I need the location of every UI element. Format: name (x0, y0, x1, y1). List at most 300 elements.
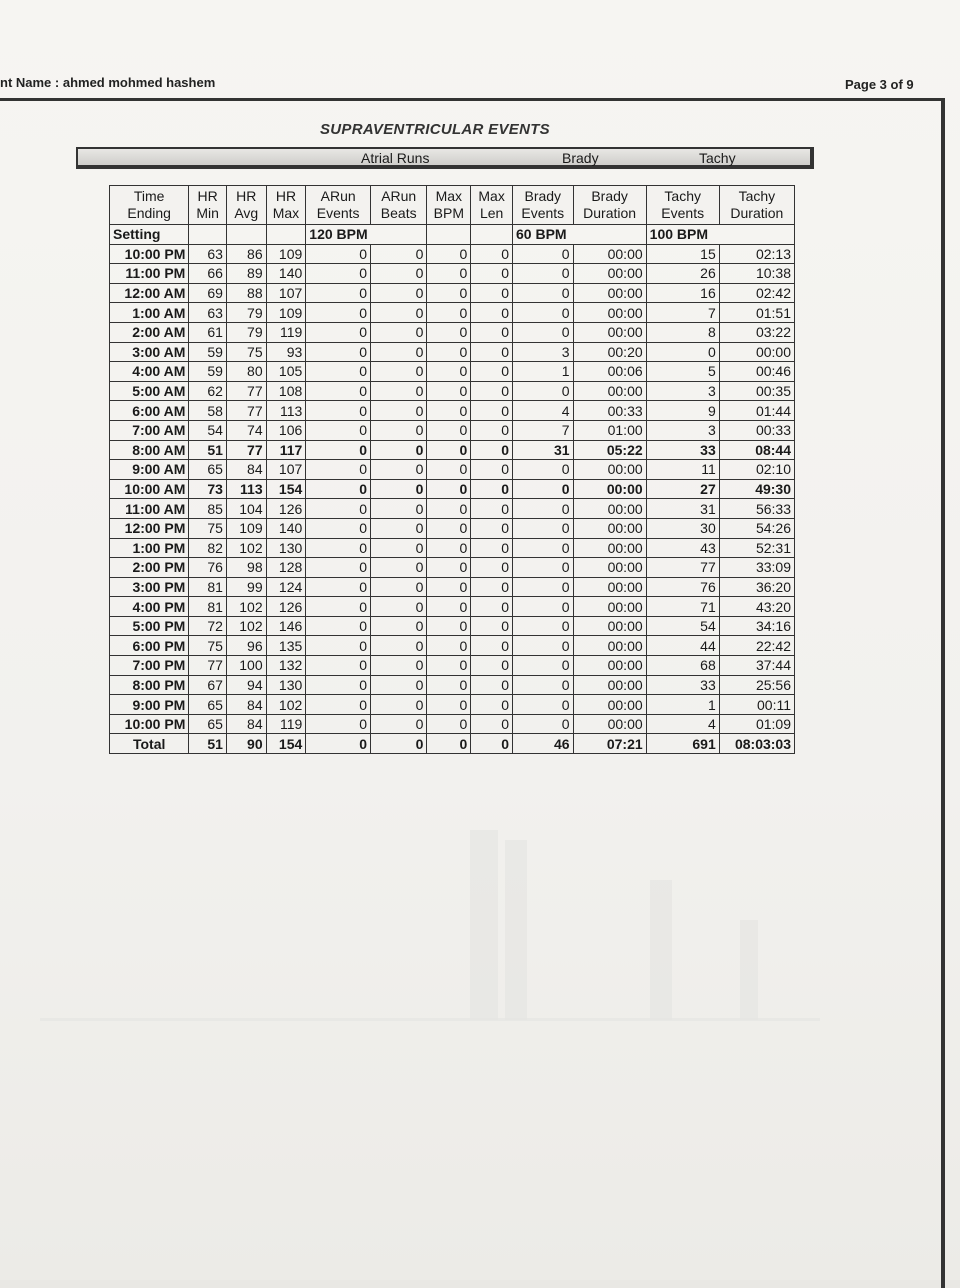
value-cell: 0 (471, 577, 513, 597)
column-header-line: Max (435, 188, 463, 204)
value-cell: 0 (513, 616, 574, 636)
time-cell: 8:00 AM (110, 440, 189, 460)
value-cell: 9 (646, 401, 719, 421)
value-cell: 0 (306, 381, 371, 401)
value-cell: 00:00 (573, 636, 646, 656)
value-cell: 130 (266, 675, 306, 695)
value-cell: 132 (266, 656, 306, 676)
value-cell: 0 (513, 303, 574, 323)
value-cell: 0 (306, 636, 371, 656)
value-cell: 65 (189, 695, 227, 715)
value-cell: 08:44 (719, 440, 794, 460)
value-cell: 0 (471, 460, 513, 480)
value-cell: 0 (371, 675, 427, 695)
column-header-line: HR (275, 188, 297, 204)
value-cell: 0 (427, 695, 471, 715)
value-cell: 119 (266, 714, 306, 734)
value-cell: 0 (371, 460, 427, 480)
value-cell: 25:56 (719, 675, 794, 695)
value-cell: 0 (371, 440, 427, 460)
column-header (306, 186, 371, 225)
value-cell: 0 (371, 401, 427, 421)
value-cell: 0 (306, 401, 371, 421)
value-cell: 54:26 (719, 518, 794, 538)
column-header (266, 186, 306, 225)
value-cell: 0 (513, 264, 574, 284)
value-cell: 84 (226, 714, 266, 734)
value-cell: 76 (189, 558, 227, 578)
value-cell: 0 (427, 577, 471, 597)
value-cell: 0 (427, 362, 471, 382)
value-cell: 10:38 (719, 264, 794, 284)
value-cell: 0 (513, 695, 574, 715)
value-cell: 0 (471, 420, 513, 440)
table-row (110, 636, 795, 656)
value-cell: 0 (471, 675, 513, 695)
time-cell: 12:00 PM (110, 518, 189, 538)
value-cell: 102 (226, 597, 266, 617)
column-header-line: Len (479, 205, 504, 221)
value-cell: 140 (266, 518, 306, 538)
value-cell: 49:30 (719, 479, 794, 499)
value-cell: 0 (471, 303, 513, 323)
value-cell: 30 (646, 518, 719, 538)
value-cell: 75 (226, 342, 266, 362)
group-tachy: Tachy (699, 150, 736, 166)
value-cell: 73 (189, 479, 227, 499)
value-cell: 52:31 (719, 538, 794, 558)
value-cell: 01:09 (719, 714, 794, 734)
table-row (110, 499, 795, 519)
setting-label: Setting (110, 225, 189, 245)
value-cell: 0 (306, 518, 371, 538)
value-cell: 119 (266, 322, 306, 342)
value-cell: 01:51 (719, 303, 794, 323)
value-cell: 124 (266, 577, 306, 597)
value-cell: 0 (513, 558, 574, 578)
value-cell: 154 (266, 479, 306, 499)
value-cell: 7 (646, 303, 719, 323)
value-cell: 05:22 (573, 440, 646, 460)
value-cell: 34:16 (719, 616, 794, 636)
value-cell: 0 (513, 460, 574, 480)
value-cell: 0 (306, 362, 371, 382)
value-cell: 00:00 (573, 558, 646, 578)
value-cell: 02:10 (719, 460, 794, 480)
value-cell: 4 (646, 714, 719, 734)
value-cell: 0 (471, 381, 513, 401)
group-atrial-runs: Atrial Runs (361, 150, 430, 166)
value-cell: 0 (471, 499, 513, 519)
value-cell: 76 (646, 577, 719, 597)
value-cell: 01:00 (573, 420, 646, 440)
value-cell: 51 (189, 440, 227, 460)
value-cell: 37:44 (719, 656, 794, 676)
value-cell: 54 (189, 420, 227, 440)
bleed-through-bar (505, 840, 527, 1020)
value-cell: 00:00 (573, 695, 646, 715)
setting-row (110, 225, 795, 245)
value-cell: 107 (266, 460, 306, 480)
value-cell: 59 (189, 362, 227, 382)
value-cell: 0 (427, 616, 471, 636)
table-row (110, 303, 795, 323)
value-cell: 33 (646, 675, 719, 695)
value-cell: 0 (471, 440, 513, 460)
value-cell: 0 (306, 479, 371, 499)
column-header (471, 186, 513, 225)
table-row (110, 577, 795, 597)
value-cell: 0 (513, 479, 574, 499)
table-row (110, 401, 795, 421)
value-cell: 1 (513, 362, 574, 382)
value-cell: 96 (226, 636, 266, 656)
value-cell: 00:00 (573, 714, 646, 734)
value-cell: 130 (266, 538, 306, 558)
time-cell: 3:00 AM (110, 342, 189, 362)
value-cell: 0 (471, 401, 513, 421)
value-cell: 75 (189, 518, 227, 538)
value-cell: 00:00 (573, 597, 646, 617)
value-cell: 65 (189, 714, 227, 734)
table-row (110, 675, 795, 695)
value-cell: 7 (513, 420, 574, 440)
value-cell: 11 (646, 460, 719, 480)
value-cell: 126 (266, 597, 306, 617)
time-cell: Total (110, 734, 189, 754)
value-cell: 107 (266, 283, 306, 303)
column-header-line: Time (133, 188, 165, 204)
table-row (110, 381, 795, 401)
time-cell: 2:00 PM (110, 558, 189, 578)
value-cell: 69 (189, 283, 227, 303)
table-row (110, 656, 795, 676)
column-header (513, 186, 574, 225)
value-cell: 0 (513, 244, 574, 264)
value-cell: 07:21 (573, 734, 646, 754)
time-cell: 9:00 PM (110, 695, 189, 715)
setting-cell (226, 225, 266, 245)
value-cell: 88 (226, 283, 266, 303)
value-cell: 65 (189, 460, 227, 480)
value-cell: 0 (471, 264, 513, 284)
value-cell: 0 (371, 342, 427, 362)
value-cell: 00:00 (573, 303, 646, 323)
value-cell: 43 (646, 538, 719, 558)
total-row (110, 734, 795, 754)
time-cell: 6:00 AM (110, 401, 189, 421)
setting-cell (266, 225, 306, 245)
value-cell: 0 (427, 244, 471, 264)
value-cell: 16 (646, 283, 719, 303)
value-cell: 15 (646, 244, 719, 264)
value-cell: 56:33 (719, 499, 794, 519)
value-cell: 61 (189, 322, 227, 342)
setting-brady: 60 BPM (513, 225, 647, 245)
column-header-line: Duration (583, 205, 637, 221)
time-cell: 9:00 AM (110, 460, 189, 480)
time-cell: 4:00 AM (110, 362, 189, 382)
value-cell: 106 (266, 420, 306, 440)
value-cell: 0 (306, 440, 371, 460)
value-cell: 00:00 (573, 283, 646, 303)
value-cell: 00:00 (573, 577, 646, 597)
time-cell: 11:00 PM (110, 264, 189, 284)
column-header-line: Tachy (738, 188, 776, 204)
value-cell: 0 (427, 675, 471, 695)
value-cell: 126 (266, 499, 306, 519)
value-cell: 0 (513, 597, 574, 617)
value-cell: 128 (266, 558, 306, 578)
column-header (646, 186, 719, 225)
value-cell: 51 (189, 734, 227, 754)
value-cell: 01:44 (719, 401, 794, 421)
value-cell: 5 (646, 362, 719, 382)
value-cell: 109 (266, 244, 306, 264)
value-cell: 0 (427, 734, 471, 754)
time-cell: 3:00 PM (110, 577, 189, 597)
time-cell: 7:00 AM (110, 420, 189, 440)
value-cell: 113 (266, 401, 306, 421)
column-header-line: ARun (381, 188, 417, 204)
value-cell: 0 (306, 734, 371, 754)
column-header (110, 186, 189, 225)
bleed-through-axis (40, 1018, 820, 1021)
column-header-line: Beats (380, 205, 417, 221)
column-header-line: Tachy (664, 188, 701, 204)
value-cell: 00:00 (719, 342, 794, 362)
value-cell: 0 (513, 322, 574, 342)
table-row (110, 558, 795, 578)
value-cell: 31 (513, 440, 574, 460)
column-header-line: ARun (320, 188, 356, 204)
value-cell: 0 (371, 656, 427, 676)
value-cell: 0 (513, 675, 574, 695)
value-cell: 8 (646, 322, 719, 342)
value-cell: 00:00 (573, 538, 646, 558)
value-cell: 99 (226, 577, 266, 597)
value-cell: 0 (371, 558, 427, 578)
value-cell: 00:11 (719, 695, 794, 715)
value-cell: 0 (471, 597, 513, 617)
value-cell: 0 (427, 499, 471, 519)
time-cell: 7:00 PM (110, 656, 189, 676)
value-cell: 4 (513, 401, 574, 421)
column-header (371, 186, 427, 225)
value-cell: 102 (226, 538, 266, 558)
group-brady: Brady (562, 150, 599, 166)
value-cell: 0 (371, 518, 427, 538)
value-cell: 0 (306, 460, 371, 480)
value-cell: 0 (371, 244, 427, 264)
value-cell: 08:03:03 (719, 734, 794, 754)
value-cell: 3 (646, 381, 719, 401)
column-header-line: Min (196, 205, 219, 221)
time-cell: 4:00 PM (110, 597, 189, 617)
value-cell: 00:33 (573, 401, 646, 421)
value-cell: 0 (513, 636, 574, 656)
value-cell: 0 (306, 342, 371, 362)
value-cell: 89 (226, 264, 266, 284)
table-row (110, 362, 795, 382)
value-cell: 0 (306, 322, 371, 342)
value-cell: 0 (371, 499, 427, 519)
column-header-line: Avg (234, 205, 259, 221)
setting-arun: 120 BPM (306, 225, 427, 245)
value-cell: 0 (513, 656, 574, 676)
value-cell: 44 (646, 636, 719, 656)
value-cell: 0 (371, 695, 427, 715)
value-cell: 0 (427, 656, 471, 676)
value-cell: 84 (226, 695, 266, 715)
value-cell: 0 (471, 244, 513, 264)
value-cell: 33 (646, 440, 719, 460)
column-header-line: Duration (730, 205, 784, 221)
value-cell: 0 (471, 342, 513, 362)
column-header-line: Max (272, 205, 300, 221)
value-cell: 104 (226, 499, 266, 519)
value-cell: 00:20 (573, 342, 646, 362)
value-cell: 0 (427, 597, 471, 617)
value-cell: 00:00 (573, 656, 646, 676)
value-cell: 00:00 (573, 479, 646, 499)
value-cell: 0 (471, 636, 513, 656)
value-cell: 108 (266, 381, 306, 401)
value-cell: 00:00 (573, 675, 646, 695)
value-cell: 0 (371, 381, 427, 401)
value-cell: 0 (471, 734, 513, 754)
value-cell: 100 (226, 656, 266, 676)
value-cell: 0 (306, 714, 371, 734)
value-cell: 0 (371, 303, 427, 323)
value-cell: 0 (513, 283, 574, 303)
value-cell: 0 (427, 401, 471, 421)
time-cell: 1:00 PM (110, 538, 189, 558)
value-cell: 0 (513, 499, 574, 519)
value-cell: 0 (471, 362, 513, 382)
value-cell: 0 (306, 538, 371, 558)
value-cell: 00:35 (719, 381, 794, 401)
value-cell: 00:00 (573, 244, 646, 264)
supraventricular-events-table (109, 185, 795, 754)
page-number: Page 3 of 9 (845, 77, 914, 92)
value-cell: 00:00 (573, 381, 646, 401)
value-cell: 58 (189, 401, 227, 421)
value-cell: 0 (427, 538, 471, 558)
time-cell: 11:00 AM (110, 499, 189, 519)
time-cell: 12:00 AM (110, 283, 189, 303)
value-cell: 75 (189, 636, 227, 656)
value-cell: 03:22 (719, 322, 794, 342)
value-cell: 0 (513, 518, 574, 538)
value-cell: 0 (427, 479, 471, 499)
value-cell: 0 (471, 714, 513, 734)
value-cell: 0 (427, 558, 471, 578)
value-cell: 0 (471, 616, 513, 636)
value-cell: 63 (189, 303, 227, 323)
value-cell: 0 (371, 714, 427, 734)
value-cell: 63 (189, 244, 227, 264)
value-cell: 22:42 (719, 636, 794, 656)
column-header-line: Max (478, 188, 505, 204)
value-cell: 46 (513, 734, 574, 754)
column-header-line: Ending (127, 205, 171, 221)
value-cell: 0 (471, 558, 513, 578)
time-cell: 1:00 AM (110, 303, 189, 323)
value-cell: 81 (189, 597, 227, 617)
time-cell: 8:00 PM (110, 675, 189, 695)
table-row (110, 479, 795, 499)
column-header (719, 186, 794, 225)
column-group-bar (76, 147, 814, 169)
value-cell: 54 (646, 616, 719, 636)
value-cell: 109 (226, 518, 266, 538)
value-cell: 3 (513, 342, 574, 362)
value-cell: 102 (226, 616, 266, 636)
value-cell: 93 (266, 342, 306, 362)
value-cell: 00:00 (573, 264, 646, 284)
setting-cell (189, 225, 227, 245)
table-row (110, 695, 795, 715)
value-cell: 0 (427, 420, 471, 440)
column-header-line: HR (197, 188, 218, 204)
column-header-line: HR (236, 188, 257, 204)
value-cell: 0 (306, 695, 371, 715)
table-row (110, 283, 795, 303)
value-cell: 0 (306, 675, 371, 695)
value-cell: 0 (306, 244, 371, 264)
value-cell: 0 (471, 322, 513, 342)
column-header-row (110, 186, 795, 225)
table-row (110, 460, 795, 480)
setting-cell (471, 225, 513, 245)
time-cell: 10:00 PM (110, 244, 189, 264)
value-cell: 77 (226, 401, 266, 421)
value-cell: 146 (266, 616, 306, 636)
value-cell: 71 (646, 597, 719, 617)
value-cell: 82 (189, 538, 227, 558)
value-cell: 02:13 (719, 244, 794, 264)
value-cell: 0 (427, 636, 471, 656)
value-cell: 0 (471, 695, 513, 715)
value-cell: 0 (427, 440, 471, 460)
value-cell: 102 (266, 695, 306, 715)
value-cell: 00:00 (573, 499, 646, 519)
column-header-line: BPM (433, 205, 464, 221)
column-header-line: Events (521, 205, 565, 221)
value-cell: 0 (427, 264, 471, 284)
value-cell: 43:20 (719, 597, 794, 617)
time-cell: 10:00 PM (110, 714, 189, 734)
value-cell: 90 (226, 734, 266, 754)
value-cell: 74 (226, 420, 266, 440)
setting-tachy: 100 BPM (646, 225, 794, 245)
value-cell: 0 (306, 597, 371, 617)
value-cell: 80 (226, 362, 266, 382)
value-cell: 0 (371, 264, 427, 284)
value-cell: 0 (427, 714, 471, 734)
value-cell: 0 (471, 479, 513, 499)
value-cell: 0 (471, 283, 513, 303)
value-cell: 0 (471, 656, 513, 676)
value-cell: 33:09 (719, 558, 794, 578)
value-cell: 0 (471, 538, 513, 558)
bleed-through-bar (650, 880, 672, 1020)
value-cell: 0 (371, 420, 427, 440)
table-row (110, 244, 795, 264)
value-cell: 00:46 (719, 362, 794, 382)
value-cell: 154 (266, 734, 306, 754)
